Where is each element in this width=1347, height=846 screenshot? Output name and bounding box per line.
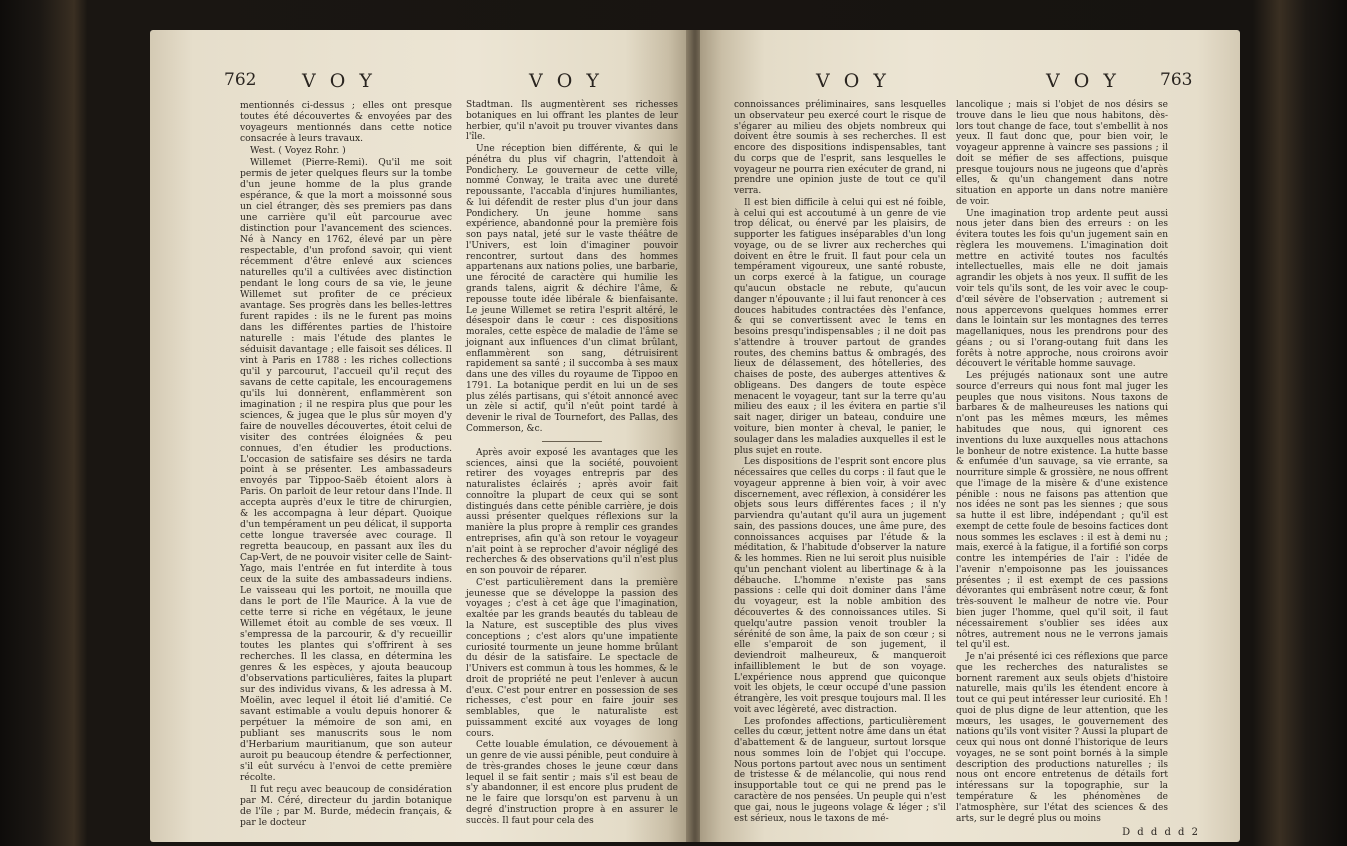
- page-number-left: 762: [224, 70, 257, 90]
- paragraph: connoissances préliminaires, sans lesquelles un observateur peu exercé court le risque de s'égarer au milieu des objets nombreux qui doivent être soumis à ses recherches. Il est encore des dispositions indispensables, tant du corps que de l'esprit, sans lesquelles le voyageur ne pourra rien exécuter de grand, ni prendre une opinion juste de tout ce qu'il verra.: [734, 100, 946, 197]
- paragraph: Il fut reçu avec beaucoup de considération par M. Céré, directeur du jardin botanique de l'île ; par M. Burde, médecin français, & par le docteur: [240, 784, 452, 828]
- left-page-header: [224, 70, 744, 96]
- paragraph: Une imagination trop ardente peut aussi nous jeter dans bien des erreurs : on les évitera toutes les fois qu'un jugement sain en règlera les mouvemens. L'imagination doit mettre en activité toutes nos facultés intellectuelles, mais elle ne doit jamais agrandir les objets à nos yeux. Il suffit de les voir tels qu'ils sont, de les voir avec le coup-d'œil sévère de l'observation ; autrement si nous appercevons quelques hommes errer dans le lointain sur les montagnes des terres magellaniques, nous les prendrons pour des géans ; ou si l'orang-outang fuit dans les forêts à notre approche, nous croirons avoir découvert le véritable homme sauvage.: [956, 208, 1168, 370]
- paragraph: Cette louable émulation, ce dévouement à un genre de vie aussi pénible, peut conduire à de très-grandes choses le jeune cœur dans lequel il se fait sentir ; mais s'il est beau de s'y abandonner, il est encore plus prudent de ne le faire que lorsqu'on est parvenu à un degré d'instruction propre à en assurer le succès. Il faut pour cela des: [466, 740, 678, 826]
- signature-mark: D d d d d 2: [1122, 827, 1200, 838]
- running-head-left-2: V O Y: [529, 70, 603, 92]
- paragraph: Une réception bien différente, & qui le pénétra du plus vif chagrin, l'attendoit à Pondichery. Le gouverneur de cette ville, nommé Conway, le traita avec une dureté repoussante, l'accabla d'injures humiliantes, & lui défendit de rester plus d'un jour dans Pondichery. Un jeune homme sans expérience, abandonné pour la première fois son pays natal, jeté sur le vaste théâtre de l'Univers, est loin d'imaginer pouvoir rencontrer, surtout dans des hommes appartenans aux nations polies, une barbarie, une férocité de caractère qui humilie les grands talens, aigrit & déchire l'âme, & repousse toute idée libérale & bienfaisante. Le jeune Willemet se retira l'esprit altéré, le désespoir dans le cœur : ces dispositions morales, cette espèce de maladie de l'âme se joignant aux influences d'un climat brûlant, enflammèrent son sang, détruisirent rapidement sa santé ; il succomba à ses maux dans une des villes du royaume de Tippoo en 1791. La botanique perdit en lui un de ses plus zélés partisans, qui s'étoit annoncé avec un zèle si actif, qu'il n'eût point tardé à devenir le rival de Tournefort, des Pallas, des Commerson, &c.: [466, 144, 678, 434]
- paragraph: Les préjugés nationaux sont une autre source d'erreurs qui nous font mal juger les peuples que nous visitons. Nous taxons de barbares & de malheureuses les nations qui n'ont pas les mêmes mœurs, les mêmes habitudes que nous, qui ignorent ces inventions du luxe auxquelles nous attachons le bonheur de notre existence. La hutte basse & enfumée d'un sauvage, sa vie errante, sa nourriture simple & grossière, ne nous offrent que l'image de la misère & d'une existence pénible : nous ne faisons pas attention que nos idées ne sont pas les siennes ; que sous sa hutte il est libre, indépendant ; qu'il est exempt de cette foule de besoins factices dont nous sommes les esclaves : il est à demi nu ; mais, exercé à la fatigue, il a fortifié son corps contre les intempéries de l'air : l'idée de l'avenir n'empoisonne pas les jouissances présentes ; il est exempt de ces passions dévorantes qui embrâsent notre cœur, & font très-souvent le malheur de notre vie. Pour bien juger l'homme, quel qu'il soit, il faut nécessairement s'oublier ses idées aux nôtres, autrement nous ne le verrons jamais tel qu'il est.: [956, 371, 1168, 651]
- section-divider: [542, 441, 602, 442]
- running-head-right-1: V O Y: [816, 70, 890, 92]
- left-column-2: [466, 100, 678, 828]
- running-head-right-2: V O Y: [1046, 70, 1120, 92]
- right-page: [700, 30, 1240, 842]
- paragraph: Après avoir exposé les avantages que les sciences, ainsi que la société, pouvoient retirer des voyages entrepris par des naturalistes éclairés ; après avoir fait connoître la plupart de ceux qui se sont distingués dans cette pénible carrière, je dois aussi présenter quelques réflexions sur la manière la plus propre à remplir ces grandes entreprises, afin qu'à son retour le voyageur n'ait point à se reprocher d'avoir négligé des recherches & des observations qu'il n'est plus en son pouvoir de réparer.: [466, 447, 678, 577]
- right-page-header: [706, 70, 1226, 96]
- page-number-right: 763: [1160, 70, 1193, 90]
- paragraph: Les dispositions de l'esprit sont encore plus nécessaires que celles du corps : il faut que le voyageur apprenne à bien voir, à voir avec discernement, avec réflexion, à considérer les objets sous leurs différentes faces ; il n'y parviendra qu'autant qu'il aura un jugement sain, des passions douces, une âme pure, des connoissances acquises par l'étude & la méditation, & l'habitude d'observer la nature & les hommes. Rien ne lui seroit plus nuisible qu'un penchant violent au libertinage & à la débauche. L'homme n'existe pas sans passions : celle qui doit dominer dans l'âme du voyageur, est la noble ambition des découvertes & des connoissances utiles. Si quelqu'autre passion venoit troubler la sérénité de son âme, la paix de son cœur ; si elle s'emparoit de son jugement, il deviendroit malheureux, & manqueroit infailliblement le but de son voyage. L'expérience nous apprend que quiconque voit les objets, le cœur occupé d'une passion étrangère, les voit presque toujours mal. Il les voit avec légèreté, avec distraction.: [734, 457, 946, 715]
- cross-reference: West. ( Voyez Rohr. ): [250, 144, 346, 156]
- left-page: [150, 30, 690, 842]
- paragraph: Stadtman. Ils augmentèrent ses richesses botaniques en lui offrant les plantes de leur herbier, qu'il n'avoit pu trouver vivantes dans l'île.: [466, 100, 678, 143]
- paragraph: Il est bien difficile à celui qui est né foible, à celui qui est accoutumé à un genre de vie trop délicat, ou énervé par les plaisirs, de supporter les fatigues inséparables d'un long voyage, ou de se livrer aux recherches qui doivent en être le fruit. Il faut pour cela un tempérament vigoureux, une santé robuste, un corps exercé à la fatigue, un courage qu'aucun obstacle ne rebute, qu'aucun danger n'épouvante ; il lui faut renoncer à ces douces habitudes contractées dès l'enfance, & qui se convertissent avec le tems en besoins presqu'indispensables ; il ne doit pas s'attendre à trouver partout de grandes routes, des chemins battus & ombragés, des lieux de délassement, des hôtelleries, des chaises de poste, des auberges attentives & obligeans. Des dangers de toute espèce menacent le voyageur, tant sur la terre qu'au milieu des eaux ; il les évitera en partie s'il sait nager, diriger un bateau, conduire une voiture, bien monter à cheval, le panier, le soulager dans les maladies auxquelles il est le plus sujet en route.: [734, 197, 946, 456]
- running-head-left-1: V O Y: [302, 70, 376, 92]
- right-column-2: [956, 100, 1168, 825]
- paragraph: Je n'ai présenté ici ces réflexions que parce que les recherches des naturalistes se bornent rarement aux seuls objets d'histoire naturelle, mais qu'ils les étendent encore à tout ce qui peut intéresser leur curiosité. Eh ! quoi de plus digne de leur attention, que les mœurs, les usages, le gouvernement des nations qu'ils vont visiter ? Aussi la plupart de ceux qui nous ont donné l'historique de leurs voyages, ne se sont point bornés à la simple description des productions naturelles ; ils nous ont encore entretenus de détails fort intéressans sur la topographie, sur la température & les phénomènes de l'atmosphère, sur l'état des sciences & des arts, sur le degré plus ou moins: [956, 652, 1168, 824]
- paragraph: C'est particulièrement dans la première jeunesse que se développe la passion des voyages ; c'est à cet âge que l'imagination, exaltée par les grands beautés du tableau de la Nature, est susceptible des plus vives conceptions ; c'est alors qu'une impatiente curiosité tourmente un jeune homme brûlant du désir de la satisfaire. Le spectacle de l'Univers est commun à tous les hommes, & le droit de propriété ne peut l'enlever à aucun d'eux. C'est pour entrer en possession de ses richesses, c'est pour en faire jouir ses semblables, que le naturaliste est puissamment excité aux voyages de long cours.: [466, 577, 678, 739]
- paragraph: Willemet (Pierre-Remi). Qu'il me soit permis de jeter quelques fleurs sur la tombe d'un jeune homme de la plus grande espérance, & que la mort a moissonné sous un ciel étranger, dès ses premiers pas dans une carrière qu'il eût parcourue avec distinction pour l'avancement des sciences. Né à Nancy en 1762, élevé par un père respectable, d'un profond savoir, qui vient récemment d'être enlevé aux sciences naturelles qu'il a cultivées avec distinction pendant le long cours de sa vie, le jeune Willemet sut profiter de ce précieux avantage. Ses progrès dans les belles-lettres furent rapides : ils ne le furent pas moins dans les différentes parties de l'histoire naturelle : mais l'étude des plantes le séduisit davantage ; elle faisoit ses délices. Il vint à Paris en 1788 : les riches collections qu'il y parcourut, l'accueil qu'il reçut des savans de cette capitale, les encouragemens qu'ils lui donnèrent, enflammèrent son imagination ; il ne respira plus que pour les sciences, & jugea que le plus sûr moyen d'y faire de nouvelles découvertes, étoit celui de visiter des contrées éloignées & peu connues, d'en étudier les productions. L'occasion de satisfaire ses désirs ne tarda point à se présenter. Les ambassadeurs envoyés par Tippoo-Saëb étoient alors à Paris. On parloit de leur retour dans l'Inde. Il accepta auprès d'eux le titre de chirurgien, & les accompagna à leur départ. Quoique d'un tempérament un peu délicat, il supporta cette longue traversée avec courage. Il regretta beaucoup, en passant aux îles du Cap-Vert, de ne pouvoir visiter celle de Saint-Yago, mais l'entrée en fut interdite à tous ceux de la suite des ambassadeurs indiens. Le vaisseau qui les portoit, ne mouilla que dans le port de l'île Maurice. À la vue de cette terre si riche en végétaux, le jeune Willemet étoit au comble de ses vœux. Il s'empressa de la parcourir, & d'y recueillir toutes les plantes qui s'offrirent à ses recherches. Il les classa, en détermina les genres & les espèces, y ajouta beaucoup d'observations particulières, faites la plupart sur des individus vivans, & les adressa à M. Moëlin, avec lequel il étoit lié d'amitié. Ce savant estimable a voulu depuis honorer & perpétuer la mémoire de son ami, en publiant ses manuscrits sous le nom d'Herbarium mauritianum, que son auteur auroit pu beaucoup étendre & perfectionner, s'il eût survécu à l'envoi de cette première récolte.: [240, 156, 452, 784]
- paragraph: lancolique ; mais si l'objet de nos désirs se trouve dans le lieu que nous habitons, dès-lors tout change de face, tout s'embellit à nos yeux. Il faut donc que, pour bien voir, le voyageur apprenne à vaincre ses passions ; il doit se méfier de ses affections, puisque presque toujours nous ne jugeons que d'après elles, & qu'un changement dans notre situation en apporte un dans notre manière de voir.: [956, 100, 1168, 207]
- paragraph: mentionnés ci-dessus ; elles ont presque toutes été découvertes & envoyées par des voyageurs mentionnés dans cette notice consacrée à leurs travaux.: [240, 100, 452, 144]
- paragraph: Les profondes affections, particulièrement celles du cœur, jettent notre âme dans un état d'abattement & de langueur, surtout lorsque nous sommes loin de l'objet qui l'occupe. Nous portons partout avec nous un sentiment de tristesse & de mélancolie, qui nous rend insupportable tout ce qui ne prend pas le caractère de nos pensées. Un peuple qui n'est que gai, nous le jugeons volage & léger ; s'il est sérieux, nous le taxons de mé-: [734, 716, 946, 824]
- right-column-1: [734, 100, 946, 825]
- left-column-1: [240, 100, 452, 829]
